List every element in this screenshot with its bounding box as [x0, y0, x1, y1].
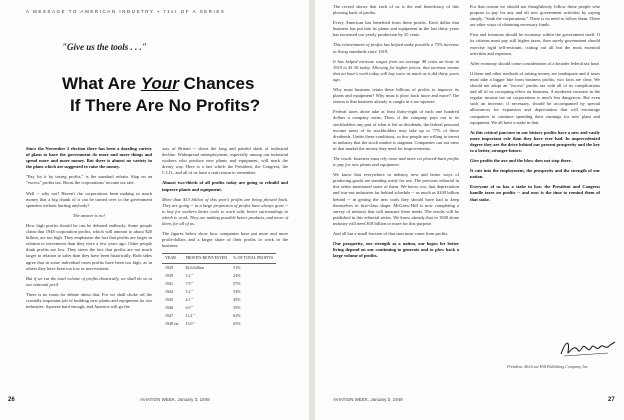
italic-paragraph: This reinvestment of profits has helped make possible a 75% increase in living standards since 1919. — [333, 42, 459, 54]
table-cell: 1941 — [165, 280, 173, 286]
page-number: 27 — [608, 397, 615, 403]
right-column-2 — [470, 4, 600, 207]
paragraph: If these and other methods of raising money are inadequate and if taxes must take a bigger bite from business profits, two facts are clear. We should not adopt an "excess" profits tax with all of its complications and all of its corrupting effect on business. A moderate increase in the regular income tax on corporations is much less dangerous. But even such an increase, if necessary, should be accompanied by special allowances for expansion and depreciation that will encourage companies to continue spending their earnings for new plant and equipment. We all have a stake in that. — [470, 70, 600, 125]
paragraph: How high profits should be can be debated endlessly. Some people claim that 1948 corporation profits, which will amount to about $20 billion, are too high. They emphasize the fact that profits are larger in relation to investment than they were a few years ago. Other people think profits are low. They stress the fact that profits are not much larger in relation to sales than they have been historically. Both sides agree that in some individual cases profits have been too high, as in others they have been too low or non-existent. — [26, 222, 152, 271]
left-column-1 — [26, 146, 152, 314]
table-cell: 11.2 " — [185, 313, 195, 319]
lead-paragraph: Since the November 2 election there has been a dazzling variety of plans to have the government do more and more things and spend more and more money. But there is almost no variety in the plans which are suggested to raise the money. — [26, 146, 152, 170]
table-header-percent: % OF TOTAL PROFITS — [230, 254, 276, 263]
italic-paragraph: It has helped increase wages from an average 48 cents an hour in 1919 to $1.36 today. Allowing for higher prices, that increase means that an hour's work today will buy twice as much as it did thirty years ago. — [333, 58, 459, 82]
table-cell: 55% — [233, 304, 241, 310]
italic-paragraph: More than $13 billion of this year's profits are being plowed back. They are going -- in a large proportion of profits have always gone -- to buy for workers better tools to work with, better surroundings in which to work. They are making possible better products, and more of them, for all of us. — [162, 196, 288, 227]
table-cell: 1929 — [165, 264, 173, 270]
title-part1: What Are — [62, 74, 141, 93]
table-cell: 24% — [233, 272, 241, 278]
table-row — [162, 272, 276, 280]
page-number: 26 — [8, 397, 15, 403]
table-cell: 4.1 " — [185, 296, 194, 302]
table-cell: 57% — [233, 280, 241, 286]
table-row — [162, 263, 276, 272]
bold-paragraph: Give profits the axe and the blow does not stop there. — [470, 158, 572, 164]
table-cell: 1.2 " — [185, 272, 194, 278]
paragraph: First and foremost should be economy within the government itself. If its citizens must pay still higher taxes, then surely government should exercise rigid self-restraint, cutting out all but the most essential activities and expenses. — [470, 32, 600, 56]
table-cell: $2.6 billion — [185, 264, 204, 270]
paragraph: After economy should come consideration of a broader federal tax base. — [470, 60, 600, 66]
paragraph: Every American has benefited from these profits. Each dollar that business has put into its plants and equipment in the last thirty years has increased our yearly production by 35 cents. — [333, 20, 459, 38]
bold-paragraph: It cuts into the employment, the prosperity and the strength of our nation. — [470, 168, 600, 180]
italic-paragraph: The result: business must rely more and more on plowed-back profits to pay for new plants and equipment. — [333, 155, 459, 168]
right-column-1 — [333, 4, 459, 263]
table-cell: 13.0 " — [185, 321, 196, 327]
paragraph: Why must business retain these billions of profits to improve its plants and equipment? Why must it plow back more and more? The reason is that business already is caught in a tax squeeze. — [333, 87, 459, 105]
paragraph: For that reason we should not thoughtlessly follow these people who propose to pay for any and all new government activities by saying simply, "Soak the corporations." There is no need to follow them. There are other ways of obtaining necessary funds. — [470, 4, 600, 28]
table-row — [162, 296, 276, 304]
paragraph: "Pay for it by taxing profits," is the standard refrain. Slap on an "excess" profits tax. Boost the corporations' income tax rate. — [26, 174, 152, 186]
signature-caption: President, McGraw-Hill Publishing Company, Inc. — [507, 364, 589, 369]
article-title — [62, 73, 302, 117]
table-row — [162, 304, 276, 312]
table-cell: 31% — [233, 264, 241, 270]
left-column-2 — [162, 146, 288, 328]
table-cell: 1939 — [165, 272, 173, 278]
table-cell: 5.2 " — [185, 288, 194, 294]
table-cell: 6.9 " — [185, 304, 194, 310]
table-cell: 7.9 " — [185, 280, 194, 286]
paragraph: And all but a small fraction of that sum must come from profits. — [333, 231, 449, 236]
left-page — [0, 0, 309, 420]
table-row — [162, 288, 276, 296]
profits-table — [162, 253, 276, 328]
paragraph: Federal taxes alone take at least thirty-eight of each one hundred dollars a company earns. Then, if the company pays out to its stockholders any part of what is left as dividends, the federal personal income taxes of its stockholders may take up to 77% of those dividends. Under these conditions, so few people are willing to invest in industry that the stock market is stagnant. Companies can not raise in that market the money they need for improvements. — [333, 109, 459, 151]
table-cell: 65% — [233, 321, 241, 327]
title-line2: If There Are No Profits? — [70, 96, 261, 115]
paragraph: There is no room for debate about that. For we shall choke off the crucially important job of building new plants and equipment for our industries. Squeeze hard enough, and America will go the — [26, 291, 152, 310]
table-header-year: YEAR — [162, 254, 182, 263]
table-row — [162, 312, 276, 320]
bold-paragraph: Everyone of us has a stake in how the President and Congress handle taxes on profits -- and now is the time to remind them of that stake. — [470, 184, 600, 202]
table-cell: 1948 est. — [165, 321, 180, 327]
bold-paragraph: Almost two-thirds of all profits today are going to rebuild and improve plants and equipment. — [162, 180, 288, 192]
page-footer: AVIATION WEEK, January 3, 1949 — [333, 397, 403, 402]
paragraph: Well -- why not? Haven't the corporations been making so much money that a big chunk of it can be turned over to the government spenders without hurting anybody? — [26, 190, 152, 208]
table-cell: 1947 — [165, 313, 173, 319]
paragraph: The record shows that each of us is the real beneficiary of this plowing back of profits. — [333, 4, 459, 16]
right-page — [315, 0, 624, 420]
paragraph: The figures below show how companies have put more and more profit-dollars and a larger share of their profits to work in the business: — [162, 231, 288, 249]
series-header: A MESSAGE TO AMERICAN INDUSTRY • 71st OF A SERIES — [26, 9, 226, 14]
title-emphasis: Your — [140, 74, 179, 93]
paragraph: way of Britain -- down the long and painful skids of industrial decline. Widespread unemployment, especially among our industrial workers who produce new plants and equipment, will mark the dreary way. Here is a fact which the President, the Congress, the C.I.O., and all of us have a real reason to remember: — [162, 146, 288, 176]
title-part2: Chances — [178, 74, 255, 93]
table-cell: 53% — [233, 288, 241, 294]
answer-label: The answer is no! — [72, 212, 106, 218]
table-cell: 62% — [233, 313, 241, 319]
article-quote: "Give us the tools . . ." — [62, 42, 147, 52]
table-row — [162, 320, 276, 328]
table-cell: 1944 — [165, 288, 173, 294]
table-cell: 1946 — [165, 304, 173, 310]
bold-paragraph: At this critical juncture in our history profits have a new and vastly more important role than they have ever had. In unprecedented degree they are the drive behind our present prosperity and the key to a better, stronger future. — [470, 129, 600, 153]
signature — [558, 336, 618, 360]
page-footer: AVIATION WEEK, January 3, 1949 — [140, 397, 210, 402]
table-cell: 1945 — [165, 296, 173, 302]
table-cell: 45% — [233, 296, 241, 302]
italic-paragraph: But if we cut the total volume of profits drastically, we shall do so at our national peril. — [26, 275, 152, 287]
table-row — [162, 280, 276, 288]
paragraph: We know that everywhere in industry new and better ways of producing goods are standing ready for use. The previous editorial in this series mentioned some of them. We know, too, that depreciation and war-out industries far behind schedule -- as much as $100 billion behind -- in getting the new tools they should have had to keep themselves in first-class shape. McGraw-Hill is now completing a survey of industry that will measure these needs. The results will be published in this editorial series. We know already that in 1949 alone industry will need $18 billion or more for this purpose. — [333, 172, 459, 226]
table-header-reinvested: PROFITS REINVESTED — [182, 254, 230, 263]
bold-paragraph: Our prosperity, our strength as a nation, our hopes for better living depend on our continuing to generate and to plow back a large volume of profits. — [333, 241, 459, 259]
